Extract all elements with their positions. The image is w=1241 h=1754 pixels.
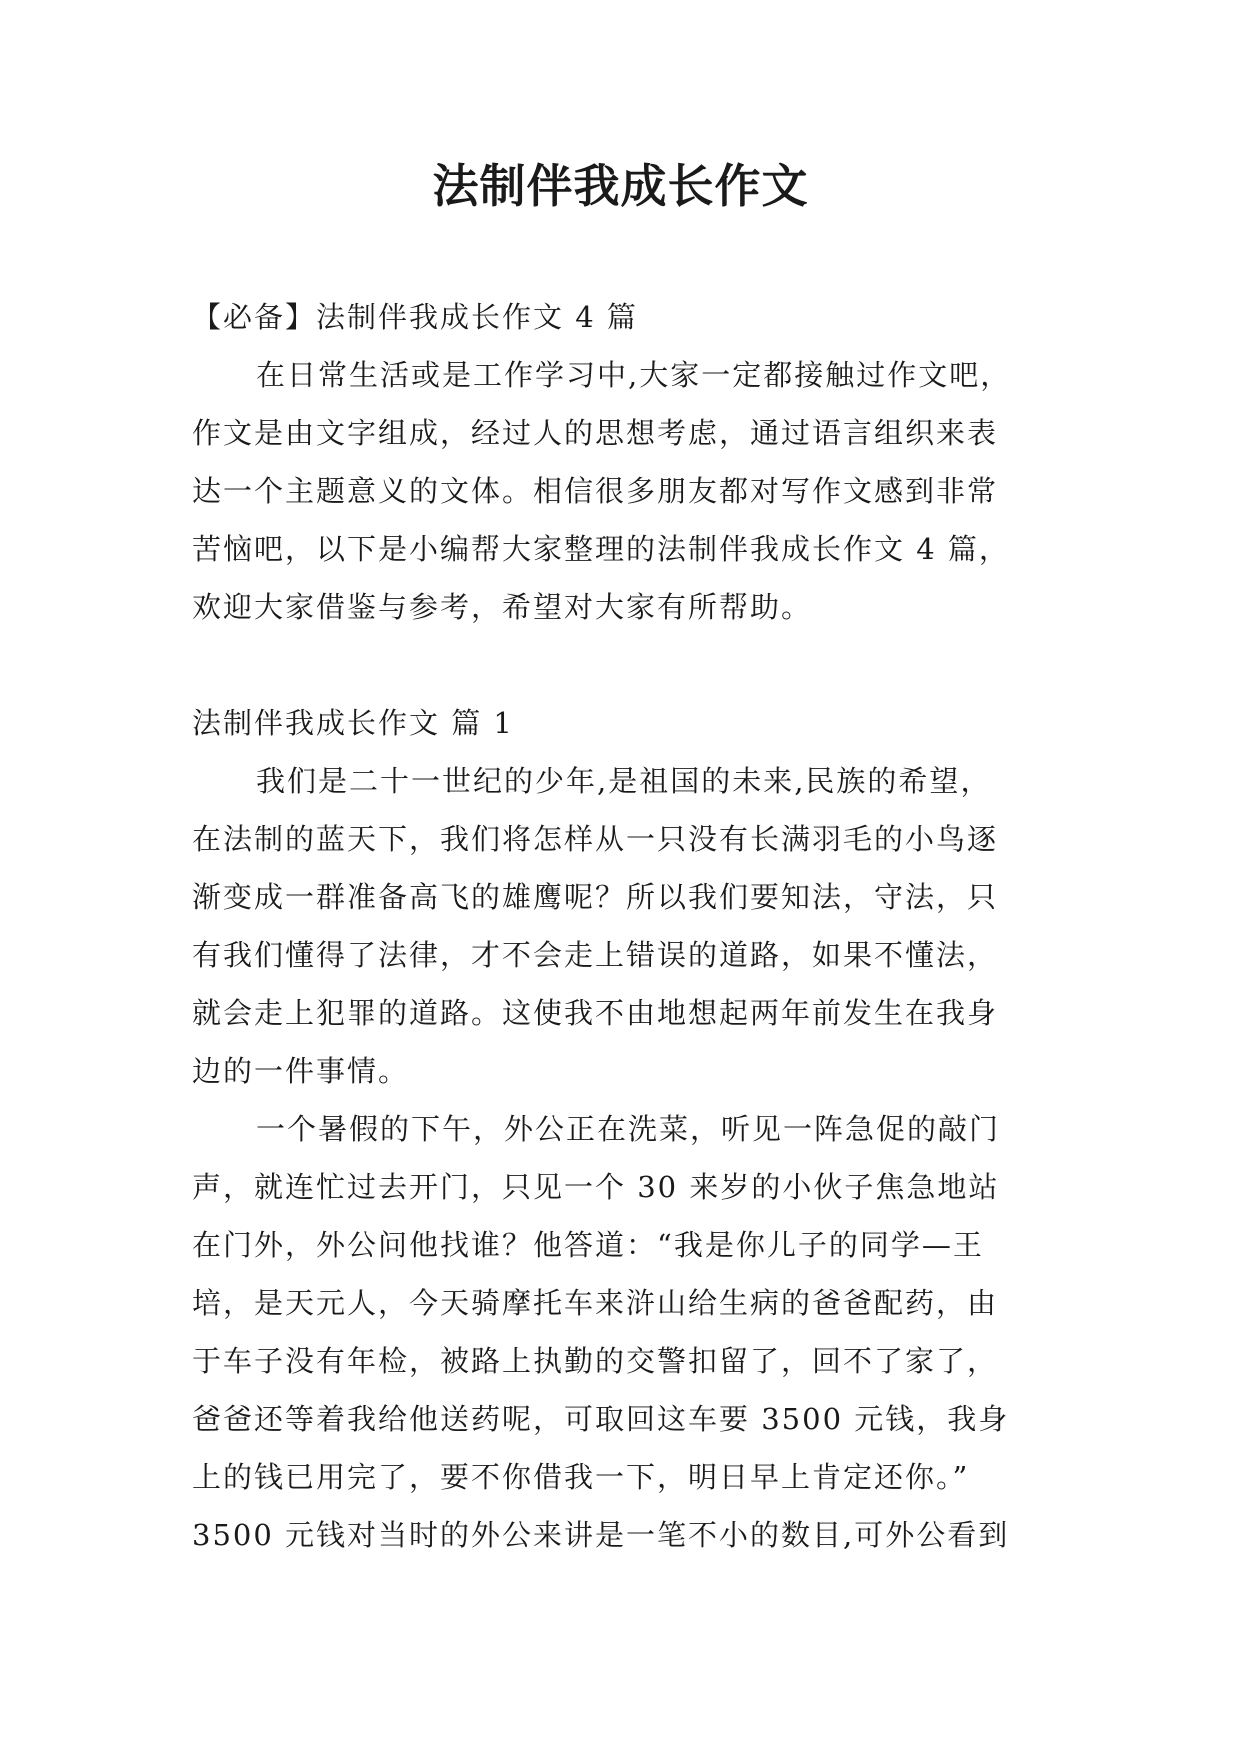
text-line: 在门外，外公问他找谁？他答道：“我是你儿子的同学—王 xyxy=(192,1228,984,1262)
text-line: 上的钱已用完了，要不你借我一下，明日早上肯定还你。” xyxy=(192,1460,970,1494)
text-line: 培，是天元人，今天骑摩托车来浒山给生病的爸爸配药，由 xyxy=(192,1286,999,1320)
text-line: 达一个主题意义的文体。相信很多朋友都对写作文感到非常 xyxy=(192,474,999,508)
text-line: 我们是二十一世纪的少年,是祖国的未来,民族的希望， xyxy=(256,764,992,798)
text-line: 在法制的蓝天下，我们将怎样从一只没有长满羽毛的小鸟逐 xyxy=(192,822,999,856)
section-heading: 法制伴我成长作文 篇 1 xyxy=(192,706,514,740)
text-line: 在日常生活或是工作学习中,大家一定都接触过作文吧， xyxy=(256,358,1012,392)
text-line: 欢迎大家借鉴与参考，希望对大家有所帮助。 xyxy=(192,590,813,624)
text-line: 苦恼吧，以下是小编帮大家整理的法制伴我成长作文 4 篇， xyxy=(192,532,1010,566)
text-line: 3500 元钱对当时的外公来讲是一笔不小的数目,可外公看到 xyxy=(192,1518,1010,1552)
text-line: 声，就连忙过去开门，只见一个 30 来岁的小伙子焦急地站 xyxy=(192,1170,1000,1204)
text-line: 爸爸还等着我给他送药呢，可取回这车要 3500 元钱，我身 xyxy=(192,1402,1010,1436)
text-line: 就会走上犯罪的道路。这使我不由地想起两年前发生在我身 xyxy=(192,996,999,1030)
intro-paragraph xyxy=(192,346,1050,636)
text-line: 作文是由文字组成，经过人的思想考虑，通过语言组织来表 xyxy=(192,416,999,450)
document-title: 法制伴我成长作文 xyxy=(432,159,809,213)
text-line: 有我们懂得了法律，才不会走上错误的道路，如果不懂法， xyxy=(192,938,999,972)
body-paragraph-1 xyxy=(192,752,1050,1100)
body-paragraph-2 xyxy=(192,1100,1050,1564)
document-subtitle: 【必备】法制伴我成长作文 4 篇 xyxy=(192,300,638,334)
document-body xyxy=(192,288,1050,1564)
text-line: 渐变成一群准备高飞的雄鹰呢？所以我们要知法，守法，只 xyxy=(192,880,999,914)
paragraph-spacer xyxy=(192,636,1050,694)
text-line: 一个暑假的下午，外公正在洗菜，听见一阵急促的敲门 xyxy=(256,1112,1001,1146)
text-line: 边的一件事情。 xyxy=(192,1054,410,1088)
text-line: 于车子没有年检，被路上执勤的交警扣留了，回不了家了， xyxy=(192,1344,999,1378)
